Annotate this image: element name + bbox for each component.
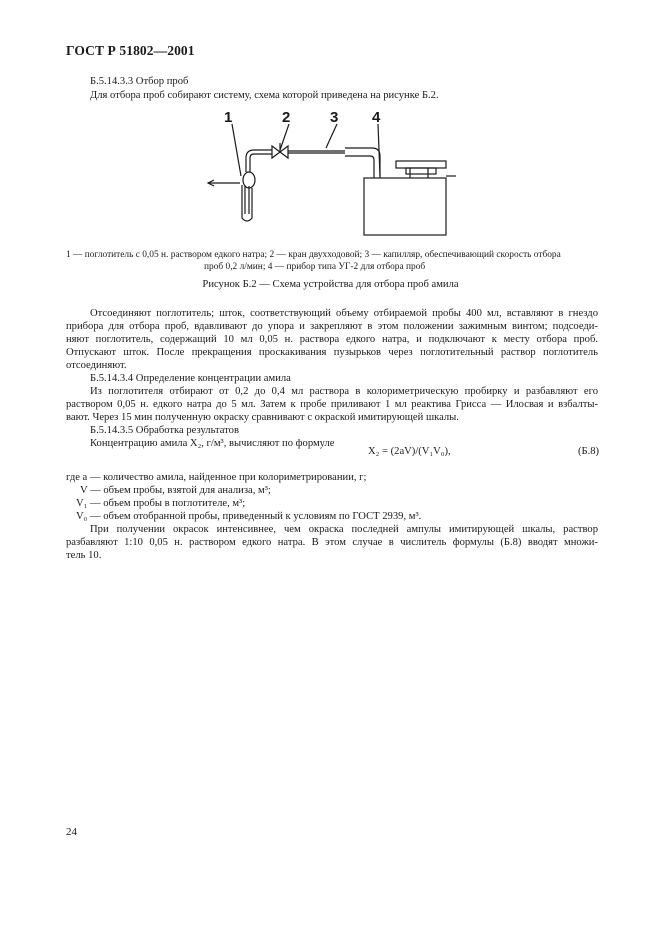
paragraph-line: тель 10. (66, 550, 102, 561)
paragraph-line: прибора для отбора проб, вдавливают до упора и закрепляют в этом положении зажимным винтом; подсоеди- (66, 321, 598, 332)
paragraph-line: Отсоединяют поглотитель; шток, соответствующий объему отбираемой пробы 400 мл, вставляют в гнездо (90, 308, 598, 319)
absorber-tube (242, 185, 252, 221)
concentration-intro: Концентрацию амила X₂, г/м³, вычисляют по формуле (90, 438, 335, 449)
definition-V1: V₁ — объем пробы в поглотителе, м³; (76, 498, 246, 509)
formula-number: (Б.8) (578, 446, 600, 457)
definition-V: V — объем пробы, взятой для анализа, м³; (80, 485, 271, 496)
paragraph-line: Из поглотителя отбирают от 0,2 до 0,4 мл раствора в колориметрическую пробирку и разбавляют его (90, 386, 598, 397)
figure-label-3: 3 (330, 109, 339, 126)
sampling-text: Для отбора проб собирают систему, схема которой приведена на рисунке Б.2. (90, 90, 439, 101)
section-results-heading: Б.5.14.3.5 Обработка результатов (90, 425, 239, 436)
paragraph-line: отсоединяют. (66, 360, 127, 371)
leader-line-1 (232, 124, 241, 176)
figure-label-1: 1 (224, 109, 233, 126)
two-way-valve (272, 146, 280, 158)
paragraph-line: Отпускают шток. После прекращения проскакивания пузырьков через поглотительный раствор поглотитель (66, 347, 598, 358)
section-concentration-heading: Б.5.14.3.4 Определение концентрации амила (90, 373, 291, 384)
sampler-device (364, 178, 446, 235)
figure-title: Рисунок Б.2 — Схема устройства для отбора проб амила (202, 279, 459, 290)
definition-V0: V₀ — объем отобранной пробы, приведенный к условиям по ГОСТ 2939, м³. (76, 511, 422, 522)
document-header: ГОСТ Р 51802—2001 (66, 43, 195, 58)
figure-label-4: 4 (372, 109, 381, 126)
figure-caption-line2: проб 0,2 л/мин; 4 — прибор типа УГ-2 для отбора проб (204, 262, 426, 272)
figure-label-2: 2 (282, 109, 291, 126)
absorber-bulb (243, 172, 255, 188)
paragraph-line: При получении окрасок интенсивнее, чем окраска последней ампулы имитирующей шкалы, раствор (90, 524, 598, 535)
leader-line-3 (326, 124, 337, 148)
definition-a: где a — количество амила, найденное при колориметрировании, г; (66, 472, 367, 483)
pipe-to-sampler (345, 148, 380, 178)
paragraph-line: раствором 0,05 н. едкого натра до 5 мл. Затем к пробе приливают 1 мл реактива Грисса — Илосвая и взбалты- (66, 399, 598, 410)
formula-b8: X₂ = (2aV)/(V₁V₀), (368, 446, 451, 457)
page-number: 24 (66, 826, 77, 838)
paragraph-line: няют поглотитель, содержащий 10 мл 0,05 н. раствора едкого натра, и подключают к месту отбора проб. (66, 334, 598, 345)
paragraph-line: вают. Через 15 мин полученную окраску сравнивают с окраской имитирующей шкалы. (66, 412, 459, 423)
paragraph-line: разбавляют 1:10 0,05 н. раствором едкого натра. В этом случае в числитель формулы (Б.8) вводят множи- (66, 537, 598, 548)
figure-caption-line1: 1 — поглотитель с 0,05 н. раствором едкого натра; 2 — кран двухходовой; 3 — капилляр, обеспечивающий скорость отбора (66, 250, 561, 260)
section-sampling-heading: Б.5.14.3.3 Отбор проб (90, 76, 189, 87)
